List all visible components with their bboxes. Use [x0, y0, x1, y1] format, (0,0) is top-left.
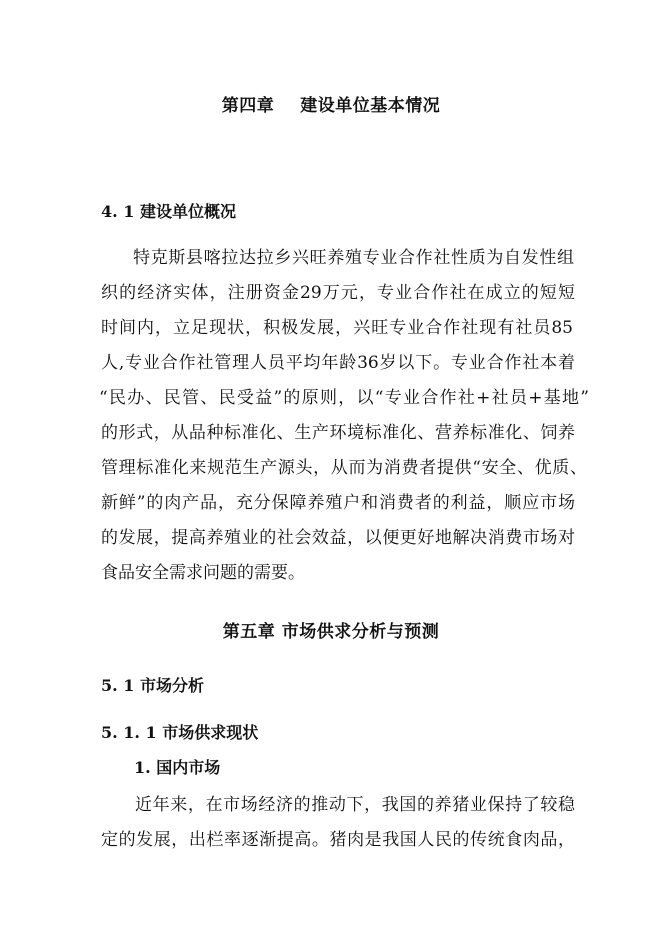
- section-5-1-1-heading: 5. 1. 1 市场供求现状: [101, 723, 259, 742]
- paragraph-line: 近年来，在市场经济的推动下，我国的养猪业保持了较稳: [135, 795, 575, 815]
- chapter-4-name: 建设单位基本情况: [300, 96, 441, 116]
- paragraph-line: 织的经济实体，注册资金29万元，专业合作社在成立的短短: [101, 283, 575, 303]
- paragraph-line: 定的发展，出栏率逐渐提高。猪肉是我国人民的传统食肉品，: [101, 830, 575, 850]
- section-4-1-heading: 4. 1 建设单位概况: [101, 202, 236, 221]
- paragraph-line: 管理标准化来规范生产源头，从而为消费者提供“安全、优质、: [101, 458, 587, 478]
- paragraph-line: 食品安全需求问题的需要。: [101, 563, 305, 583]
- paragraph-line: 的形式，从品种标准化、生产环境标准化、营养标准化、饲养: [101, 423, 575, 443]
- paragraph-line: 人,专业合作社管理人员平均年龄36岁以下。专业合作社本着: [101, 353, 575, 373]
- chapter-4-number: 第四章: [221, 96, 275, 116]
- paragraph-line: 时间内，立足现状，积极发展，兴旺专业合作社现有社员85: [101, 318, 573, 338]
- domestic-market-heading: 1. 国内市场: [134, 758, 221, 777]
- section-5-1-heading: 5. 1 市场分析: [101, 676, 204, 695]
- paragraph-line: 特克斯县喀拉达拉乡兴旺养殖专业合作社性质为自发性组: [133, 248, 574, 268]
- paragraph-line: 新鲜”的肉产品，充分保障养殖户和消费者的利益，顺应市场: [101, 493, 575, 513]
- chapter-5-title: 第五章 市场供求分析与预测: [222, 622, 440, 642]
- paragraph-line: 的发展，提高养殖业的社会效益，以便更好地解决消费市场对: [101, 528, 575, 548]
- chapter-4-title: [0, 91, 662, 116]
- paragraph-line: “民办、民管、民受益”的原则，以“专业合作社+社员+基地”: [99, 388, 589, 408]
